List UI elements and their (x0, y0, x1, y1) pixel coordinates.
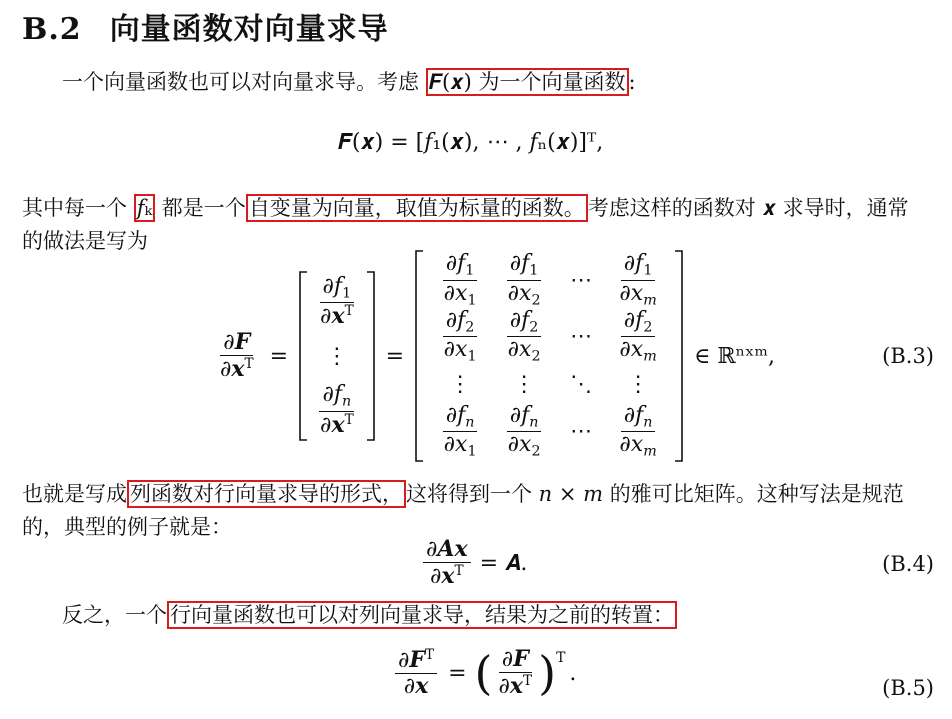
b4-fraction: $\frac{\partial Ax}{\partial x^T}$ (423, 538, 471, 588)
section-number: B.2 (22, 12, 82, 47)
left-bracket-matrix (414, 250, 424, 462)
b3-membership: ∈ ℝⁿˣᵐ, (694, 343, 775, 369)
left-bracket-col (298, 271, 308, 441)
b3-equals-1: = (269, 343, 289, 369)
highlight-box-vector-function: 𝑭(𝒙) 为一个向量函数 (426, 68, 629, 96)
b5-rhs-fraction: $\frac{\partial F}{\partial x^T}$ (498, 646, 533, 700)
p2-line2: 的做法是写为 (22, 229, 148, 253)
equation-number-b5: (B.5) (882, 676, 934, 700)
paragraph-4 (62, 605, 677, 626)
b5-transpose: T (556, 650, 566, 666)
equation-b3 (214, 250, 775, 462)
paragraph-3 (22, 484, 904, 505)
b5-lhs-fraction: $\frac{\partial F^T}{\partial x}$ (395, 648, 437, 698)
b5-equals: = (448, 660, 467, 686)
p3-text-b: 这将得到一个 𝑛 × 𝑚 的雅可比矩阵。这种写法是规范 (406, 482, 904, 506)
eq-vector-function-text: 𝑭(𝒙) = [𝑓₁(𝒙), ⋯ , 𝑓ₙ(𝒙)]ᵀ, (338, 130, 604, 155)
equation-number-b3: (B.3) (882, 344, 934, 368)
p1-text: 一个向量函数也可以对向量求导。考虑 (62, 70, 426, 94)
highlight-box-fk: 𝑓ₖ (134, 194, 155, 222)
p2-text-b: 都是一个 (155, 196, 246, 220)
b3-equals-2: = (385, 343, 405, 369)
section-heading (22, 4, 389, 48)
right-bracket-col (366, 271, 376, 441)
p4-text: 反之，一个 (62, 603, 167, 627)
p3-text-a: 也就是写成 (22, 482, 127, 506)
p1-colon: : (628, 70, 636, 94)
b5-left-paren: ( (474, 646, 493, 701)
highlight-box-row-function: 行向量函数也可以对列向量求导，结果为之前的转置： (167, 601, 677, 629)
paragraph-2 (22, 198, 909, 219)
p2-text-c: 考虑这样的函数对 𝒙 求导时，通常 (587, 196, 909, 220)
section-title: 向量函数对向量求导 (109, 12, 389, 47)
right-bracket-matrix (674, 250, 684, 462)
p3-line2: 的，典型的例子就是： (22, 515, 232, 539)
equation-number-b4: (B.4) (882, 552, 934, 576)
b4-rhs: = 𝑨. (479, 550, 528, 576)
b5-period: . (569, 660, 577, 686)
equation-vector-function (338, 130, 603, 155)
b3-lhs-fraction: $\frac{\partial F}{\partial x^T}$ (220, 328, 254, 383)
p2-text-a: 其中每一个 (22, 196, 134, 220)
b5-right-paren: ) (538, 646, 557, 701)
b3-jacobian-matrix: $\frac{\partial f_1}{\partial x_1}$ $\frac{\partial f_1}{\partial x_2}$ ⋯ $\frac{\partial f_1}{\partial x_m}$ $\frac{\partial f_2}{\partial x_1}$ $\frac{\partial f_2}{\partial x_2}$ ⋯ $\frac{\partial f_2}{\partial x_m}$ ⋮ ⋮ ⋱ ⋮ $\frac{\partial f_n}{\partial x_1}$ $\frac{\partial f_n}{\partial x_2}$ ⋯ $\frac{\partial f_n}{\partial x_m}$ (414, 250, 684, 462)
highlight-box-column-function: 列函数对行向量求导的形式， (127, 480, 406, 508)
equation-b5 (392, 646, 577, 701)
equation-b4 (420, 538, 527, 588)
highlight-box-scalar-function: 自变量为向量，取值为标量的函数。 (246, 194, 588, 222)
b3-column-vector: $\frac{\partial f_1}{\partial x^T}$ ⋮ $\frac{\partial f_n}{\partial x^T}$ (298, 271, 376, 441)
paragraph-1 (62, 72, 636, 93)
